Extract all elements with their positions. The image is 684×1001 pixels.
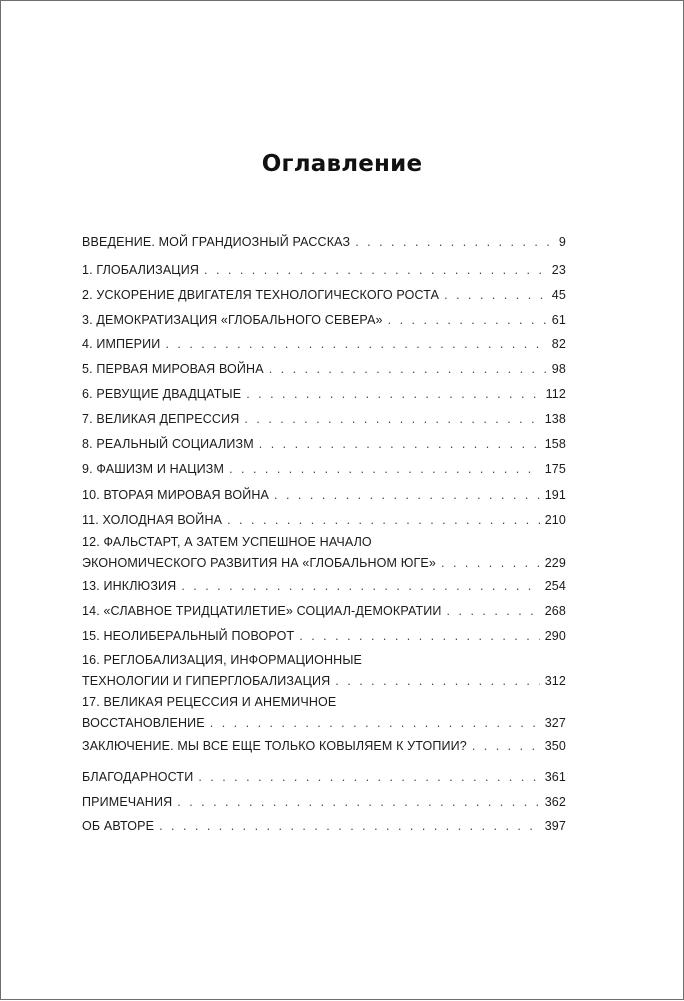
toc-entry-label: ЭКОНОМИЧЕСКОГО РАЗВИТИЯ НА «ГЛОБАЛЬНОМ ЮГЕ» xyxy=(82,556,437,570)
dot-leader xyxy=(472,736,540,757)
dot-leader xyxy=(269,359,547,380)
toc-entry-chapter-10 xyxy=(82,485,566,506)
toc-entry-label: 6. РЕВУЩИЕ ДВАДЦАТЫЕ xyxy=(82,387,242,401)
toc-entry-chapter-4 xyxy=(82,334,566,355)
toc-entry-chapter-1 xyxy=(82,260,566,281)
toc-entry-introduction xyxy=(82,232,566,253)
toc-page-number: 45 xyxy=(551,288,566,302)
toc-entry-label: 3. ДЕМОКРАТИЗАЦИЯ «ГЛОБАЛЬНОГО СЕВЕРА» xyxy=(82,313,383,327)
dot-leader xyxy=(444,285,547,306)
toc-page-number: 397 xyxy=(544,819,566,833)
toc-page-number: 268 xyxy=(544,604,566,618)
toc-page-number: 312 xyxy=(544,674,566,688)
toc-entry-label: 1. ГЛОБАЛИЗАЦИЯ xyxy=(82,263,200,277)
dot-leader xyxy=(246,384,540,405)
dot-leader xyxy=(355,232,554,253)
toc-page-number: 98 xyxy=(551,362,566,376)
toc-page-number: 361 xyxy=(544,770,566,784)
page-title: Оглавление xyxy=(261,151,423,177)
toc-entry-label: 13. ИНКЛЮЗИЯ xyxy=(82,579,177,593)
toc-entry-chapter-3 xyxy=(82,310,566,331)
toc-entry-label: 8. РЕАЛЬНЫЙ СОЦИАЛИЗМ xyxy=(82,437,254,451)
toc-entry-chapter-7 xyxy=(82,409,566,430)
toc-entry-label: ЗАКЛЮЧЕНИЕ. МЫ ВСЕ ЕЩЕ ТОЛЬКО КОВЫЛЯЕМ К УТОПИИ? xyxy=(82,739,467,753)
toc-entry-conclusion xyxy=(82,736,566,757)
toc-entry-first-line: 17. ВЕЛИКАЯ РЕЦЕССИЯ И АНЕМИЧНОЕ xyxy=(82,695,337,709)
toc-entry-label: 5. ПЕРВАЯ МИРОВАЯ ВОЙНА xyxy=(82,362,264,376)
toc-page-number: 23 xyxy=(551,263,566,277)
toc-entry-label: 9. ФАШИЗМ И НАЦИЗМ xyxy=(82,462,225,476)
dot-leader xyxy=(159,816,540,837)
dot-leader xyxy=(335,671,539,692)
dot-leader xyxy=(259,434,540,455)
toc-page-number: 327 xyxy=(544,716,566,730)
toc-page-number: 112 xyxy=(545,387,566,401)
toc-entry-chapter-12 xyxy=(82,532,566,574)
dot-leader xyxy=(388,310,547,331)
toc-entry-label: 15. НЕОЛИБЕРАЛЬНЫЙ ПОВОРОТ xyxy=(82,629,295,643)
dot-leader xyxy=(177,792,539,813)
toc-entry-chapter-11 xyxy=(82,510,566,531)
toc-entry-chapter-14 xyxy=(82,601,566,622)
toc-entry-label: ТЕХНОЛОГИИ И ГИПЕРГЛОБАЛИЗАЦИЯ xyxy=(82,674,331,688)
toc-entry-chapter-13 xyxy=(82,576,566,597)
toc-entry-chapter-6 xyxy=(82,384,566,405)
toc-entry-label: ПРИМЕЧАНИЯ xyxy=(82,795,173,809)
dot-leader xyxy=(198,767,539,788)
toc-entry-chapter-16 xyxy=(82,650,566,692)
toc-entry-label: 2. УСКОРЕНИЕ ДВИГАТЕЛЯ ТЕХНОЛОГИЧЕСКОГО РОСТА xyxy=(82,288,440,302)
dot-leader xyxy=(274,485,540,506)
toc-entry-label: ОБ АВТОРЕ xyxy=(82,819,155,833)
toc-entry-label: ВОССТАНОВЛЕНИЕ xyxy=(82,716,205,730)
toc-entry-label: 7. ВЕЛИКАЯ ДЕПРЕССИЯ xyxy=(82,412,240,426)
toc-page-number: 82 xyxy=(551,337,566,351)
toc-page-number: 362 xyxy=(544,795,566,809)
toc-entry-notes xyxy=(82,792,566,813)
table-of-contents xyxy=(82,1,566,1001)
toc-page-number: 9 xyxy=(558,235,566,249)
toc-entry-chapter-8 xyxy=(82,434,566,455)
toc-entry-label: ВВЕДЕНИЕ. МОЙ ГРАНДИОЗНЫЙ РАССКАЗ xyxy=(82,235,351,249)
toc-page-number: 290 xyxy=(544,629,566,643)
toc-entry-chapter-15 xyxy=(82,626,566,647)
toc-page-number: 229 xyxy=(544,556,566,570)
toc-page-number: 175 xyxy=(544,462,566,476)
toc-page-number: 191 xyxy=(544,488,566,502)
toc-page-number: 350 xyxy=(544,739,566,753)
dot-leader xyxy=(181,576,539,597)
toc-entry-label: 10. ВТОРАЯ МИРОВАЯ ВОЙНА xyxy=(82,488,270,502)
toc-entry-chapter-2 xyxy=(82,285,566,306)
dot-leader xyxy=(447,601,540,622)
dot-leader xyxy=(204,260,547,281)
toc-entry-about-author xyxy=(82,816,566,837)
toc-entry-acknowledgements xyxy=(82,767,566,788)
dot-leader xyxy=(165,334,546,355)
dot-leader xyxy=(210,713,540,734)
dot-leader xyxy=(299,626,539,647)
toc-page-number: 210 xyxy=(544,513,566,527)
toc-entry-label: БЛАГОДАРНОСТИ xyxy=(82,770,194,784)
toc-entry-chapter-9 xyxy=(82,459,566,480)
toc-page-number: 61 xyxy=(551,313,566,327)
dot-leader xyxy=(227,510,540,531)
toc-entry-label: 14. «СЛАВНОЕ ТРИДЦАТИЛЕТИЕ» СОЦИАЛ-ДЕМОКРАТИИ xyxy=(82,604,442,618)
toc-page-number: 254 xyxy=(544,579,566,593)
toc-entry-chapter-17 xyxy=(82,692,566,734)
toc-page-number: 138 xyxy=(544,412,566,426)
toc-entry-first-line: 12. ФАЛЬСТАРТ, А ЗАТЕМ УСПЕШНОЕ НАЧАЛО xyxy=(82,535,372,549)
toc-entry-label: 11. ХОЛОДНАЯ ВОЙНА xyxy=(82,513,223,527)
dot-leader xyxy=(441,553,540,574)
toc-entry-first-line: 16. РЕГЛОБАЛИЗАЦИЯ, ИНФОРМАЦИОННЫЕ xyxy=(82,653,363,667)
dot-leader xyxy=(229,459,540,480)
dot-leader xyxy=(244,409,539,430)
toc-page-number: 158 xyxy=(544,437,566,451)
toc-entry-chapter-5 xyxy=(82,359,566,380)
toc-entry-label: 4. ИМПЕРИИ xyxy=(82,337,161,351)
